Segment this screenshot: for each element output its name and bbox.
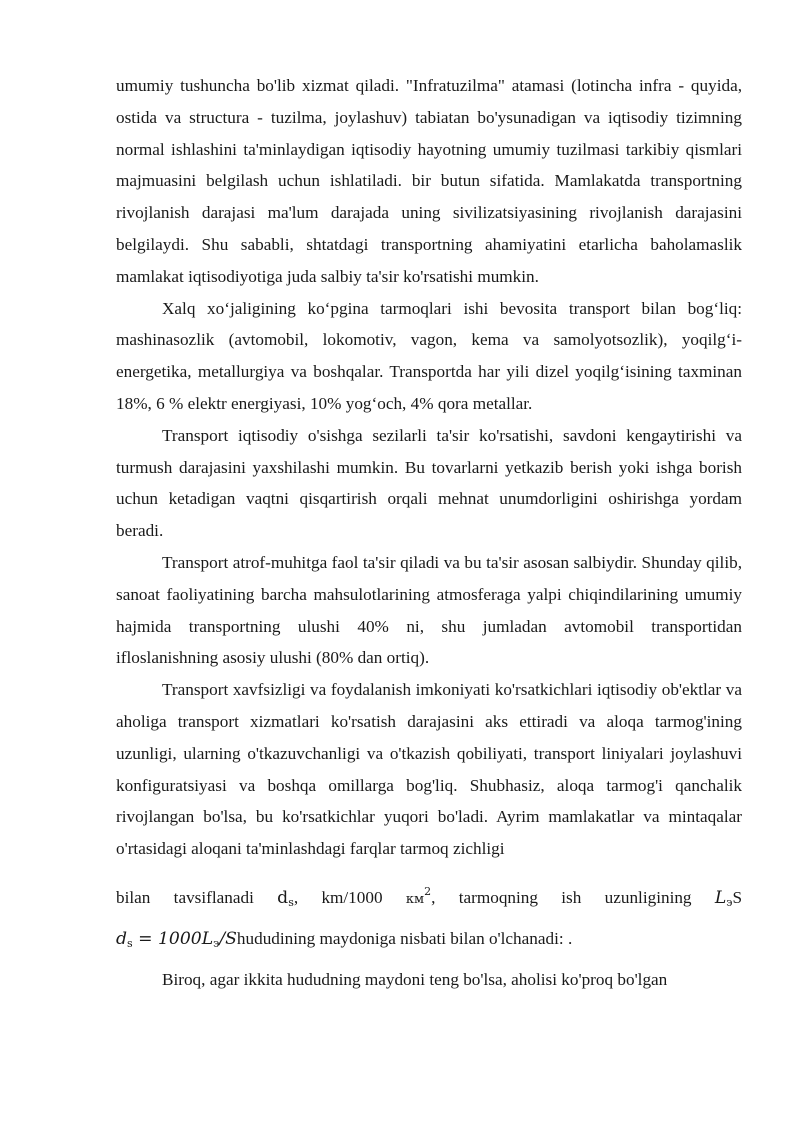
formula-text-4: S	[732, 887, 742, 907]
paragraph-6: Biroq, agar ikkita hududning maydoni teng bo'lsa, aholisi ko'proq bo'lgan	[162, 969, 668, 989]
paragraph-2: Xalq xo‘jaligining ko‘pgina tarmoqlari ishi bevosita transport bilan bog‘liq: mashinasozlik (avtomobil, lokomotiv, vagon, kema va samolyotsozlik), yoqilg‘i-energetika, metallurgiya va boshqalar. Transportda har yili dizel yoqilg‘isining taxminan 18%, 6 % elektr energiyasi, 10% yog‘och, 4% qora metallar.	[116, 298, 742, 413]
paragraph-1: umumiy tushuncha bo'lib xizmat qiladi. "Infratuzilma" atamasi (lotincha infra - quyida, ostida va structura - tuzilma, joylashuv) tabiatan bo'ysunadigan va iqtisodiy tizimning normal ishlashini ta'minlaydigan iqtisodiy hayotning umumiy tuzilmasi tarkibiy qismlari majmuasini belgilash uchun ishlatiladi. bir butun sifatida. Mamlakatda transportning rivojlanish darajasi ma'lum darajada uning sivilizatsiyasining rivojlanish darajasini belgilaydi. Shu sababli, shtatdagi transportning ahamiyatini etarlicha baholamaslik mamlakat iqtisodiyotiga juda salbiy ta'sir ko'rsatishi mumkin.	[116, 76, 742, 286]
formula-d-sub: s	[127, 936, 133, 950]
density-formula-line-1	[116, 873, 742, 922]
formula-text-3: , tarmoqning ish uzunligining	[431, 887, 692, 907]
formula-rest: = 1000L	[132, 928, 214, 949]
length-symbol	[715, 888, 733, 908]
density-symbol-base: d	[277, 887, 289, 908]
unit-km: км	[405, 891, 425, 907]
paragraph-4: Transport atrof-muhitga faol ta'sir qiladi va bu ta'sir asosan salbiydir. Shunday qilib, sanoat faoliyatining barcha mahsulotlarining atmosferaga yalpi chiqindilarining umumiy hajmida transportning ulushi 40% ni, shu jumladan avtomobil transportidan ifloslanishning asosiy ulushi (80% dan ortiq).	[116, 552, 742, 668]
formula-tail: /S	[219, 928, 237, 949]
unit-sup: 2	[424, 884, 432, 898]
unit-km2	[405, 884, 432, 907]
length-symbol-base: L	[714, 887, 727, 908]
formula-d: d	[116, 928, 128, 949]
paragraph-3: Transport iqtisodiy o'sishga sezilarli ta'sir ko'rsatishi, savdoni kengaytirishi va turmush darajasini yaxshilashi mumkin. Bu tovarlarni yetkazib berish yoki ishga borish uchun ketadigan vaqtni qisqartirish orqali mehnat unumdorligini oshirishga yordam beradi.	[116, 425, 742, 541]
formula-text-2: , km/1000	[293, 887, 383, 907]
density-formula-line-2	[116, 922, 742, 960]
document-body	[116, 70, 742, 996]
density-symbol	[277, 888, 294, 908]
formula-rest-sub: э	[213, 936, 220, 950]
formula-text-1: bilan tavsiflanadi	[116, 887, 254, 907]
density-formula	[116, 929, 237, 949]
formula-line2-text: hududining maydoniga nisbati bilan o'lchanadi: .	[236, 928, 573, 948]
density-symbol-sub: s	[288, 895, 294, 909]
paragraph-5: Transport xavfsizligi va foydalanish imkoniyati ko'rsatkichlari iqtisodiy ob'ektlar va aholiga transport xizmatlari ko'rsatish darajasini aks ettiradi va aloqa tarmog'ining uzunligi, ularning o'tkazuvchanligi va o'tkazish qobiliyati, transport liniyalari joylashuvi konfiguratsiyasi va boshqa omillarga bog'liq. Shubhasiz, aloqa tarmog'i qanchalik rivojlangan bo'lsa, bu ko'rsatkichlar yuqori bo'ladi. Ayrim mamlakatlar va mintaqalar o'rtasidagi aloqani ta'minlashdagi farqlar tarmoq zichligi	[116, 680, 742, 859]
length-symbol-sub: э	[726, 895, 733, 909]
